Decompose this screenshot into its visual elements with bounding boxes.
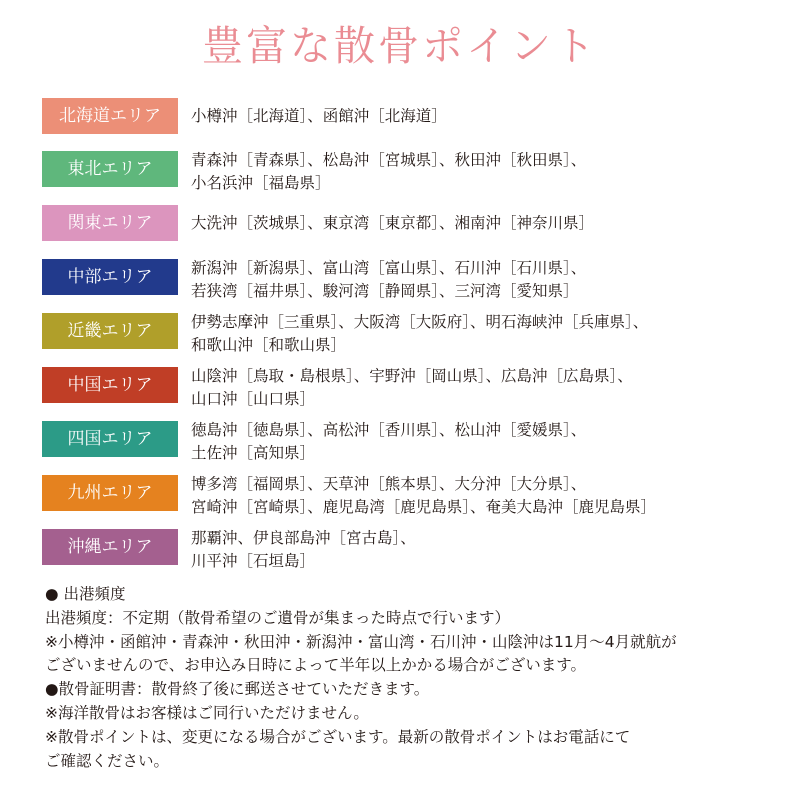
region-places <box>191 527 791 573</box>
region-row <box>42 419 782 471</box>
region-label: 北海道エリア <box>42 98 178 134</box>
note-winter-suspension: ※小樽沖・函館沖・青森沖・秋田沖・新潟沖・富山湾・石川沖・山陰沖は11月～4月就航が <box>45 632 677 651</box>
region-places <box>191 105 791 128</box>
region-label: 東北エリア <box>42 151 178 187</box>
region-places-line: 伊勢志摩沖［三重県］、大阪湾［大阪府］、明石海峡沖［兵庫県］、 <box>191 313 649 331</box>
region-label: 四国エリア <box>42 421 178 457</box>
region-places-line: 徳島沖［徳島県］、高松沖［香川県］、松山沖［愛媛県］、 <box>191 421 587 439</box>
region-places <box>191 149 791 195</box>
region-row <box>42 149 782 201</box>
region-row <box>42 257 782 309</box>
region-places <box>191 419 791 465</box>
region-row <box>42 473 782 525</box>
region-label: 関東エリア <box>42 205 178 241</box>
region-places-line: 新潟沖［新潟県］、富山湾［富山県］、石川沖［石川県］、 <box>191 259 587 277</box>
region-label: 中部エリア <box>42 259 178 295</box>
note-heading-departure: ● 出港頻度 <box>45 585 126 603</box>
region-places <box>191 473 791 519</box>
region-row <box>42 311 782 363</box>
region-places-line: 博多湾［福岡県］、天草沖［熊本県］、大分沖［大分県］、 <box>191 475 587 493</box>
region-places-line: 大洗沖［茨城県］、東京湾［東京都］、湘南沖［神奈川県］ <box>191 214 595 232</box>
region-places-line: 那覇沖、伊良部島沖［宮古島］、 <box>191 529 416 547</box>
region-label: 中国エリア <box>42 367 178 403</box>
note-points-change-cont: ご確認ください。 <box>45 751 170 770</box>
note-departure-frequency: 出港頻度：不定期（散骨希望のご遺骨が集まった時点で行います） <box>45 608 511 627</box>
region-label: 近畿エリア <box>42 313 178 349</box>
region-places-line: 小名浜沖［福島県］ <box>191 174 331 192</box>
region-places-line: 山陰沖［鳥取・島根県］、宇野沖［岡山県］、広島沖［広島県］、 <box>191 367 633 385</box>
region-places-line: 青森沖［青森県］、松島沖［宮城県］、秋田沖［秋田県］、 <box>191 151 587 169</box>
notes-section <box>45 583 785 773</box>
note-certificate: ●散骨証明書：散骨終了後に郵送させていただきます。 <box>45 680 430 699</box>
region-places <box>191 257 791 303</box>
region-label: 沖縄エリア <box>42 529 178 565</box>
region-label: 九州エリア <box>42 475 178 511</box>
region-places-line: 宮崎沖［宮崎県］、鹿児島湾［鹿児島県］、奄美大島沖［鹿児島県］ <box>191 498 657 516</box>
region-places-line: 和歌山沖［和歌山県］ <box>191 336 347 354</box>
region-row <box>42 365 782 417</box>
region-places <box>191 212 791 235</box>
region-places-line: 若狭湾［福井県］、駿河湾［静岡県］、三河湾［愛知県］ <box>191 282 579 300</box>
region-places-line: 山口沖［山口県］ <box>191 390 316 408</box>
region-row <box>42 203 782 255</box>
region-row <box>42 96 782 148</box>
page-title: 豊富な散骨ポイント <box>202 22 598 70</box>
region-places-line: 土佐沖［高知県］ <box>191 444 316 462</box>
note-winter-suspension-cont: ございませんので、お申込み日時によって半年以上かかる場合がございます。 <box>45 656 586 675</box>
region-places <box>191 365 791 411</box>
region-places-line: 川平沖［石垣島］ <box>191 552 316 570</box>
note-no-accompany: ※海洋散骨はお客様はご同行いただけません。 <box>45 703 369 722</box>
region-places-line: 小樽沖［北海道］、函館沖［北海道］ <box>191 107 447 125</box>
note-points-change: ※散骨ポイントは、変更になる場合がございます。最新の散骨ポイントはお電話にて <box>45 727 631 746</box>
region-places <box>191 311 791 357</box>
region-row <box>42 527 782 579</box>
